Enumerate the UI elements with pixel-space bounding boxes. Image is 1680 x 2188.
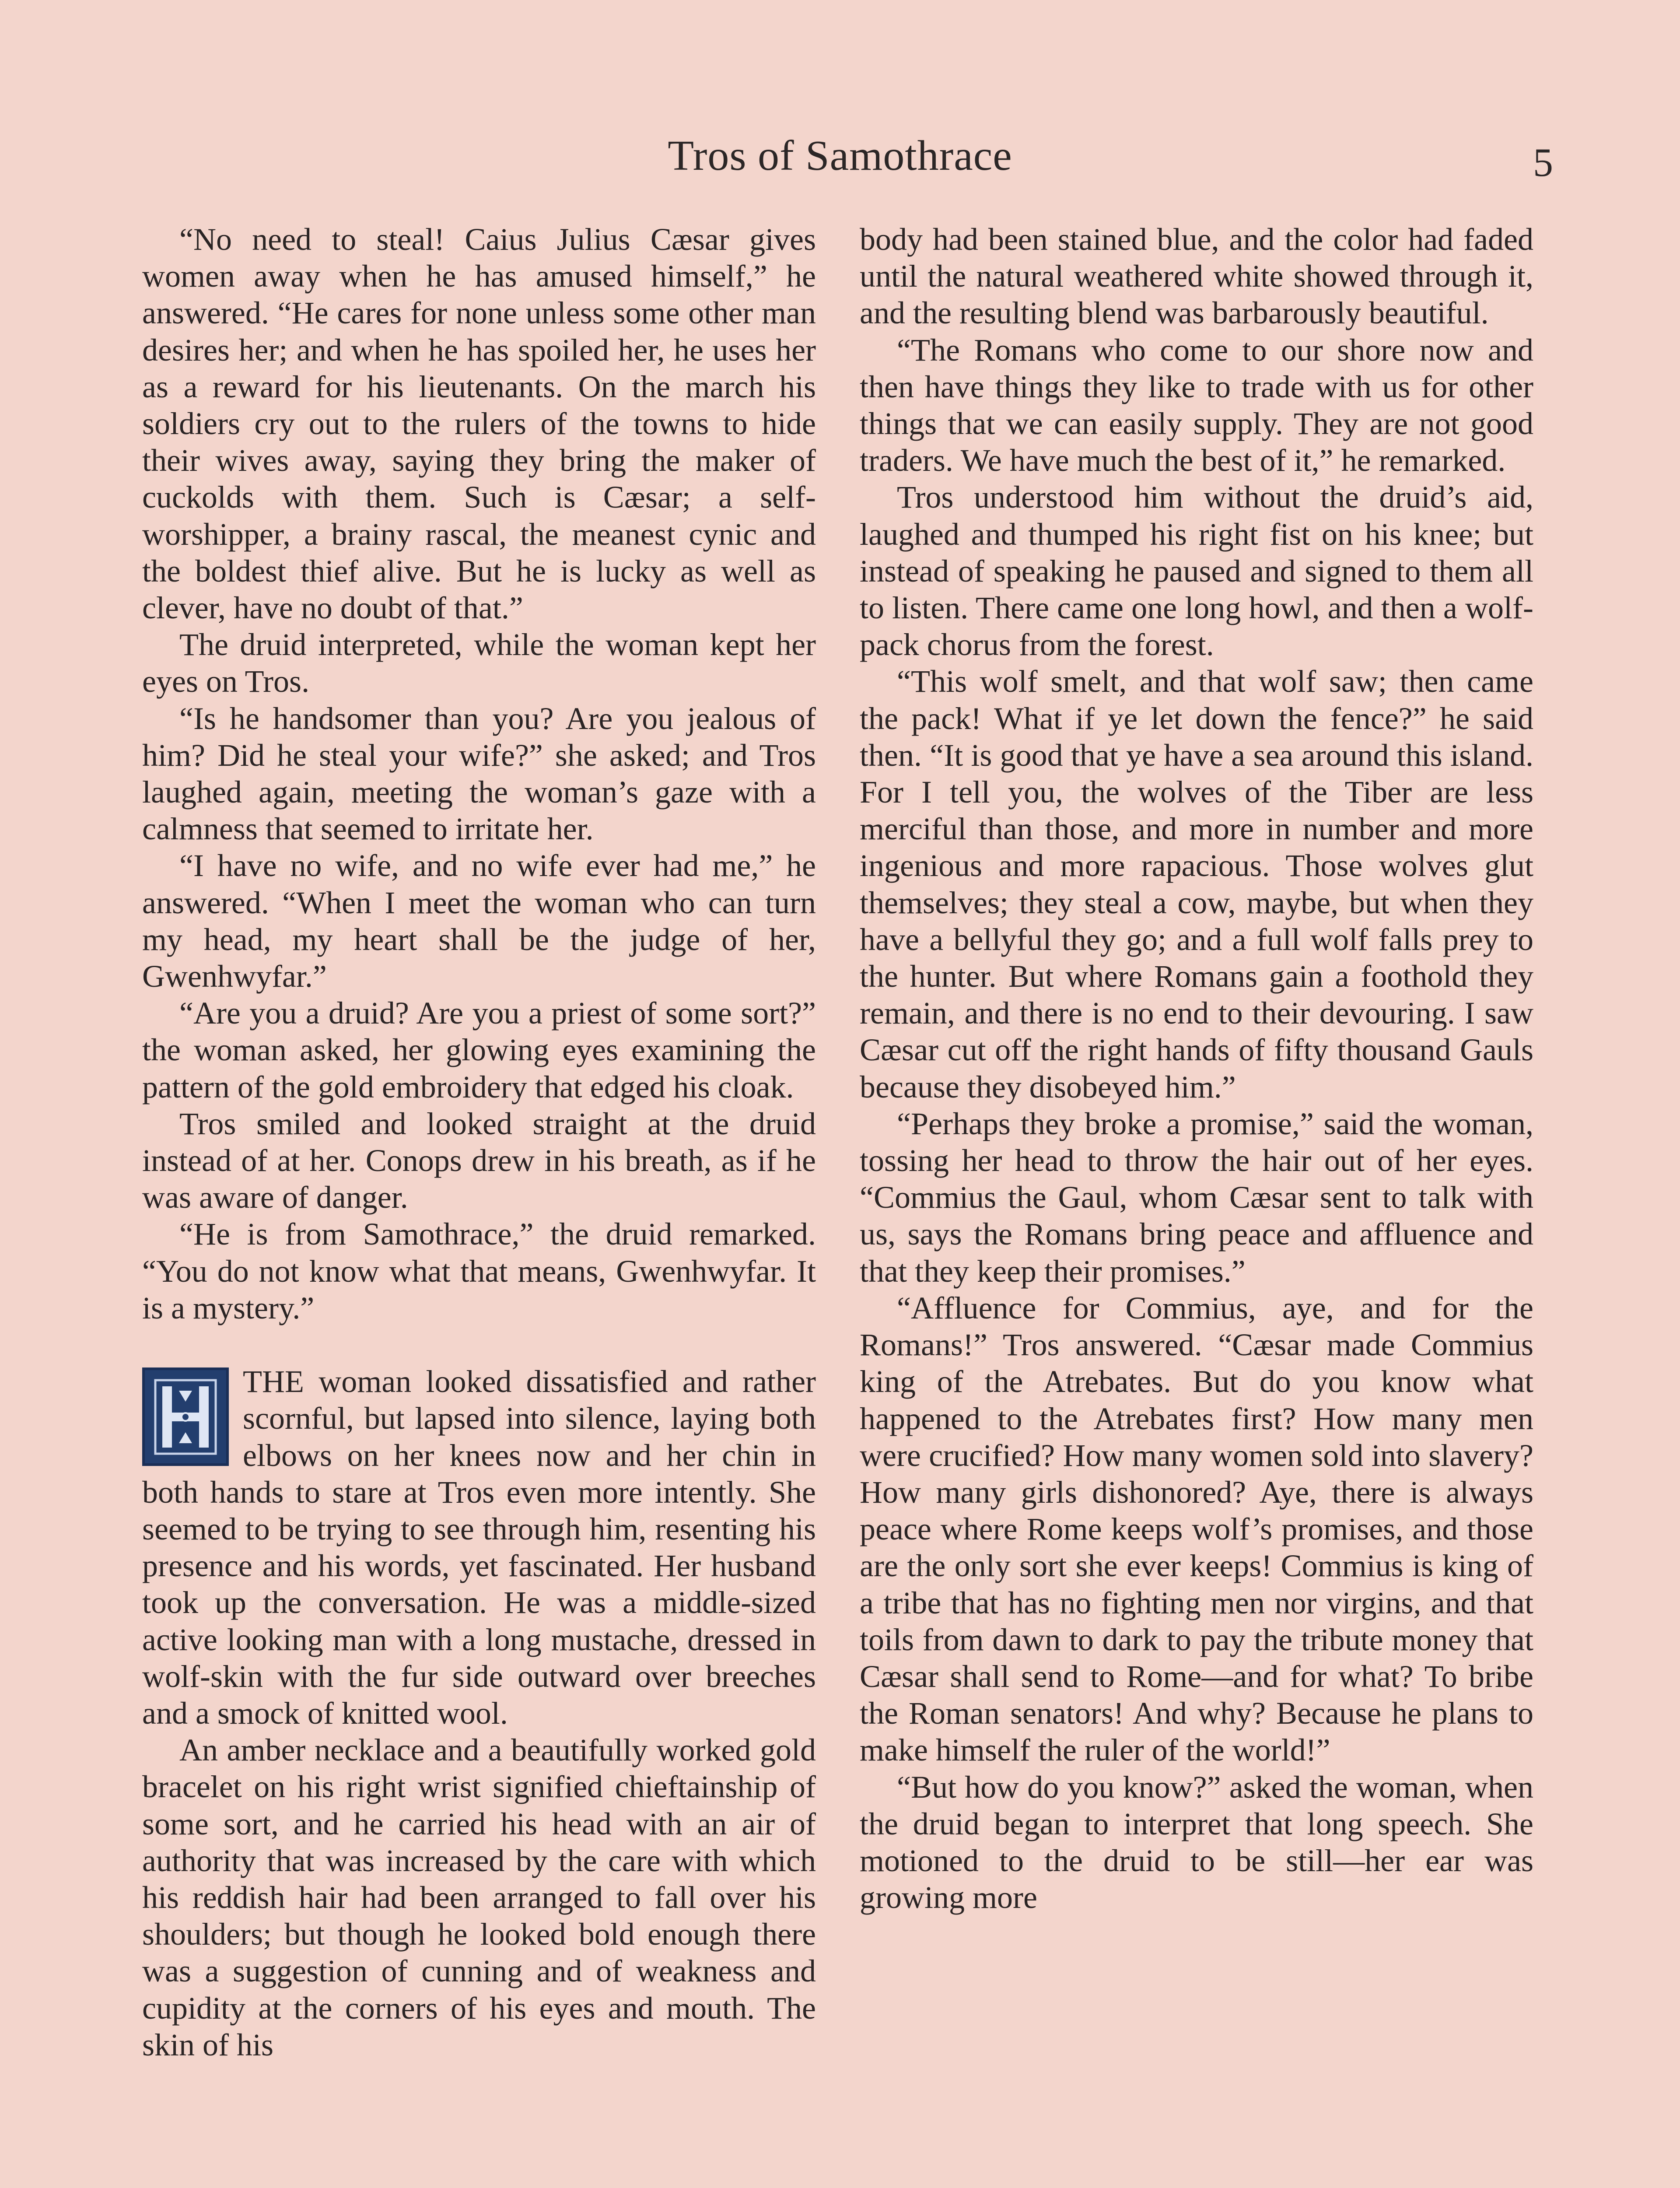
- left-column: [142, 221, 816, 2063]
- paragraph: “Is he handsomer than you? Are you jealous of him? Did he steal your wife?” she asked; and Tros laughed again, meeting the woman’s gaze with a calmness that seemed to irritate her.: [142, 701, 816, 847]
- page-number: 5: [1533, 140, 1553, 185]
- paragraph: The druid interpreted, while the woman kept her eyes on Tros.: [142, 627, 816, 699]
- right-column: [860, 221, 1533, 1916]
- paragraph: An amber necklace and a beautifully worked gold bracelet on his right wrist signified chieftainship of some sort, and he carried his head with an air of authority that was increased by the care with which his reddish hair had been arranged to fall over his shoulders; but though he looked bold enough there was a suggestion of cunning and of weakness and cupidity at the corners of his eyes and mouth. The skin of his: [142, 1732, 816, 2062]
- paragraph: “Are you a druid? Are you a priest of some sort?” the woman asked, her glowing eyes examining the pattern of the gold embroidery that edged his cloak.: [142, 996, 816, 1105]
- paragraph: “This wolf smelt, and that wolf saw; then came the pack! What if ye let down the fence?” he said then. “It is good that ye have a sea around this island. For I tell you, the wolves of the Tiber are less merciful than those, and more in number and more ingenious and more rapacious. Those wolves glut themselves; they steal a cow, maybe, but when they have a bellyful they go; and a full wolf falls prey to the hunter. But where Romans gain a foothold they remain, and there is no end to their devouring. I saw Cæsar cut off the right hands of fifty thousand Gauls because they disobeyed him.”: [860, 664, 1533, 1105]
- paragraph: “No need to steal! Caius Julius Cæsar gives women away when he has amused himself,” he answered. “He cares for none unless some other man desires her; and when he has spoiled her, he uses her as a reward for his lieutenants. On the march his soldiers cry out to the rulers of the towns to hide their wives away, saying they bring the maker of cuckolds with them. Such is Cæsar; a self-worshipper, a brainy rascal, the meanest cynic and the boldest thief alive. But he is lucky as well as clever, have no doubt of that.”: [142, 222, 816, 626]
- paragraph: Tros understood him without the druid’s aid, laughed and thumped his right fist on his knee; but instead of speaking he paused and signed to them all to listen. There came one long howl, and then a wolf-pack chorus from the forest.: [860, 480, 1533, 663]
- paragraph: “Affluence for Commius, aye, and for the Romans!” Tros answered. “Cæsar made Commius king of the Atrebates. But do you know what happened to the Atrebates first? How many men were crucified? How many women sold into slavery? How many girls dishonored? Aye, there is always peace where Rome keeps wolf’s promises, and those are the only sort she ever keeps! Commius is king of a tribe that has no fighting men nor virgins, and that toils from dawn to dark to pay the tribute money that Cæsar shall send to Rome—and for what? To bribe the Roman senators! And why? Because he plans to make himself the ruler of the world!”: [860, 1290, 1533, 1768]
- paragraph: “But how do you know?” asked the woman, when the druid began to interpret that long speech. She motioned to the druid to be still—her ear was growing more: [860, 1769, 1533, 1915]
- section-break: [142, 1326, 816, 1363]
- paragraph: THE woman looked dissatisfied and rather scornful, but lapsed into silence, laying both elbows on her knees now and her chin in both hands to stare at Tros even more intently. She seemed to be trying to see through him, resenting his presence and his words, yet fascinated. Her husband took up the conversation. He was a middle-sized active looking man with a long mustache, dressed in wolf-skin with the fur side outward over breeches and a smock of knitted wool.: [142, 1364, 816, 1731]
- paragraph: “The Romans who come to our shore now and then have things they like to trade with us for other things that we can easily supply. They are not good traders. We have much the best of it,” he remarked.: [860, 332, 1533, 478]
- running-title: Tros of Samothrace: [668, 132, 1012, 179]
- paragraph: “Perhaps they broke a promise,” said the woman, tossing her head to throw the hair out of her eyes. “Commius the Gaul, whom Cæsar sent to talk with us, says the Romans bring peace and affluence and that they keep their promises.”: [860, 1106, 1533, 1289]
- paragraph: “I have no wife, and no wife ever had me,” he answered. “When I meet the woman who can turn my head, my heart shall be the judge of her, Gwenhwyfar.”: [142, 848, 816, 994]
- paragraph: body had been stained blue, and the color had faded until the natural weathered white showed through it, and the resulting blend was barbarously beautiful.: [860, 222, 1533, 331]
- paragraph: Tros smiled and looked straight at the druid instead of at her. Conops drew in his breath, as if he was aware of danger.: [142, 1106, 816, 1215]
- decorative-initial-icon: [142, 1368, 229, 1466]
- paragraph: “He is from Samothrace,” the druid remarked. “You do not know what that means, Gwenhwyfar. It is a mystery.”: [142, 1217, 816, 1325]
